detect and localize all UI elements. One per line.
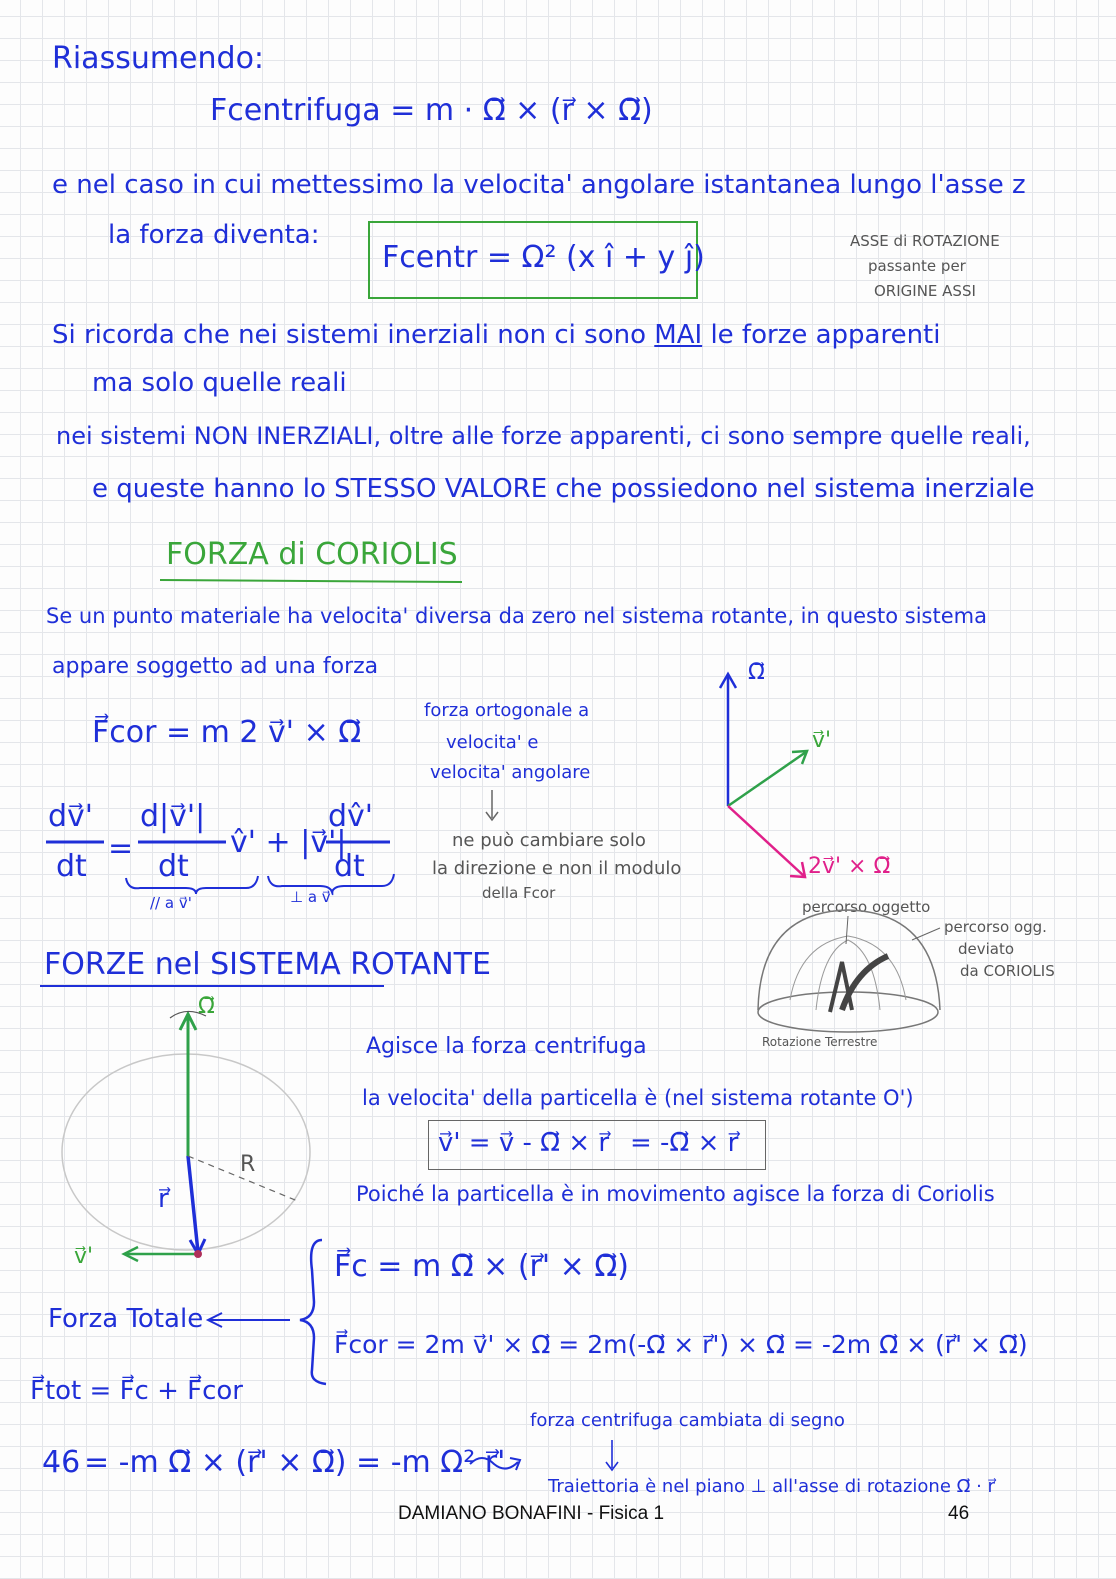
deriv-parallel-note: // a v⃗': [150, 894, 192, 912]
asse-note-1: ASSE di ROTAZIONE: [850, 232, 1000, 250]
omega-vector-label: Ω⃗: [748, 660, 765, 685]
final-equation: = -m Ω⃗ × (r⃗' × Ω⃗) = -m Ω² r⃗': [84, 1445, 506, 1480]
deriv-rhs-den: dt: [334, 849, 365, 884]
ortog-note-3: velocita' angolare: [430, 762, 591, 783]
deriv-mid-den: dt: [158, 849, 189, 884]
page-number: 46: [948, 1503, 970, 1524]
poiche-text: Poiché la particella è in movimento agisce la forza di Coriolis: [356, 1182, 995, 1206]
caso-line-2: la forza diventa:: [108, 220, 320, 250]
vel-eq-a: v⃗' = v⃗ - Ω⃗ × r⃗: [438, 1128, 610, 1158]
globe-label-top: percorso oggetto: [802, 898, 931, 916]
fcor-equation: F⃗cor = 2m v⃗' × Ω⃗ = 2m(-Ω⃗ × r⃗') × Ω⃗ = -2m Ω⃗ × (r⃗' × Ω⃗): [334, 1330, 1028, 1359]
f-centrifuga-equation: Fcentrifuga = m · Ω⃗ × (r⃗ × Ω⃗): [210, 93, 653, 128]
coriolis-heading-underline: [160, 580, 462, 582]
globe-label-right-2: deviato: [958, 940, 1015, 958]
orbit-circle: [62, 1054, 310, 1250]
v-cross-omega-label: 2v⃗' × Ω⃗: [808, 854, 891, 879]
final-number: 46: [42, 1445, 81, 1480]
ricorda-line-4: e queste hanno lo STESSO VALORE che possiedono nel sistema inerziale: [92, 474, 1035, 504]
asse-note-2: passante per: [868, 257, 966, 275]
deriv-equals: =: [108, 831, 134, 866]
deriv-brace-1: [126, 876, 258, 894]
fc-equation: F⃗c = m Ω⃗ × (r⃗' × Ω⃗): [334, 1249, 629, 1284]
globe-right-pointer: [912, 928, 940, 940]
centrifuga-note: forza centrifuga cambiata di segno: [530, 1410, 845, 1431]
circle-r-label: r⃗: [158, 1184, 169, 1214]
squiggle-arrow: [470, 1458, 518, 1469]
r-vector: [188, 1156, 198, 1252]
vel-eq-b: = -Ω⃗ × r⃗: [630, 1128, 739, 1158]
forza-totale-label: Forza Totale: [48, 1304, 204, 1334]
footer-author: DAMIANO BONAFINI - Fisica 1: [398, 1503, 665, 1524]
coriolis-heading: FORZA di CORIOLIS: [166, 537, 458, 572]
deriv-mid-after: v̂' + |v⃗'|: [230, 825, 347, 860]
v-vector: [728, 752, 806, 806]
coriolis-line-1: Se un punto materiale ha velocita' diversa da zero nel sistema rotante, in questo sistema: [46, 604, 987, 628]
globe-label-bottom: Rotazione Terrestre: [762, 1035, 878, 1049]
equation-brace: [300, 1240, 326, 1384]
ftot-equation: F⃗tot = F⃗c + F⃗cor: [30, 1376, 243, 1406]
f-cor-equation: F⃗cor = m 2 v⃗' × Ω⃗: [92, 715, 362, 750]
modulo-note-2: la direzione e non il modulo: [432, 858, 682, 879]
circle-v-label: v⃗': [74, 1244, 94, 1269]
globe-label-right-3: da CORIOLIS: [960, 962, 1055, 980]
asse-note-3: ORIGINE ASSI: [874, 282, 976, 300]
deriv-rhs-num: dv̂': [328, 799, 374, 834]
modulo-note-3: della Fcor: [482, 884, 556, 902]
deriv-mid-num: d|v⃗'|: [140, 799, 206, 834]
particle-dot: [194, 1250, 202, 1258]
ricorda-line-2: ma solo quelle reali: [92, 368, 347, 398]
ricorda-mai: MAI: [654, 320, 703, 350]
agisce-text: Agisce la forza centrifuga: [366, 1034, 647, 1059]
radius-R: [188, 1152, 300, 1202]
v-cross-omega-vector: [728, 806, 804, 876]
f-centr-boxed-equation: Fcentr = Ω² (x î + y ĵ): [382, 240, 705, 275]
ricorda-line-1b: le forze apparenti: [710, 320, 941, 350]
vel-particella-text: la velocita' della particella è (nel sistema rotante O'): [362, 1086, 914, 1110]
forze-heading: FORZE nel SISTEMA ROTANTE: [44, 947, 491, 982]
deriv-lhs-den: dt: [56, 849, 87, 884]
ricorda-line-1a: Si ricorda che nei sistemi inerziali non ci sono: [52, 320, 647, 350]
modulo-note-1: ne può cambiare solo: [452, 830, 646, 851]
v-vector-label: v⃗': [812, 728, 832, 753]
coriolis-line-2: appare soggetto ad una forza: [52, 654, 379, 679]
circle-R-label: R: [240, 1152, 256, 1177]
deriv-perp-note: ⊥ a v⃗': [290, 888, 335, 906]
deriv-brace-2: [268, 874, 394, 892]
globe-label-right-1: percorso ogg.: [944, 918, 1047, 936]
ortog-note-2: velocita' e: [446, 732, 539, 753]
title-riassumendo: Riassumendo:: [52, 41, 265, 76]
deriv-lhs-num: dv⃗': [48, 799, 94, 834]
caso-line-1: e nel caso in cui mettessimo la velocita' angolare istantanea lungo l'asse z: [52, 170, 1026, 200]
circle-omega-label: Ω⃗: [198, 994, 215, 1019]
traiettoria-note: Traiettoria è nel piano ⊥ all'asse di rotazione Ω⃗ · r⃗: [548, 1476, 995, 1497]
ortog-note-1: forza ortogonale a: [424, 700, 590, 721]
ricorda-line-3: nei sistemi NON INERZIALI, oltre alle forze apparenti, ci sono sempre quelle reali,: [56, 422, 1031, 450]
